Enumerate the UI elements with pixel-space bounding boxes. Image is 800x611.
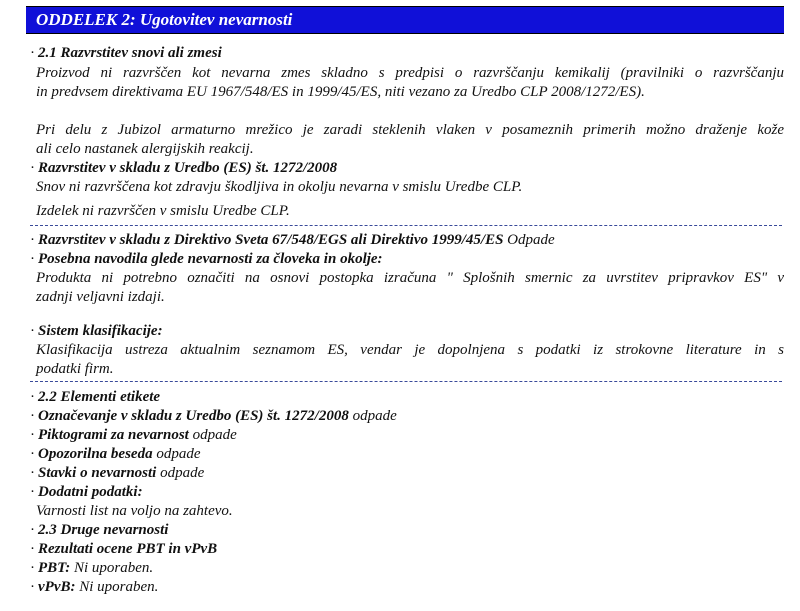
system-heading: · Sistem klasifikacije: (30, 323, 163, 339)
s21-heading: · 2.1 Razvrstitev snovi ali zmesi (30, 45, 222, 61)
special-heading: · Posebna navodila glede nevarnosti za človeka in okolje: (30, 251, 383, 267)
pbt-row: · PBT: Ni uporaben. (30, 560, 154, 576)
hazard-statements-value: odpade (160, 465, 205, 481)
signal-word-row: · Opozorilna beseda odpade (30, 446, 201, 462)
section-title: ODDELEK 2: Ugotovitev nevarnosti (36, 10, 293, 29)
hazard-statements-label: Stavki o nevarnosti (38, 465, 157, 481)
dir-value: Odpade (507, 232, 555, 248)
pbt-label: Rezultati ocene PBT in vPvB (38, 541, 218, 557)
label-clp-value: odpade (352, 408, 397, 424)
s21-text2-line1: Pri delu z Jubizol armaturno mrežico je zaradi steklenih vlaken v posameznih primerih možno draženje kože (36, 122, 784, 138)
signal-word-label: Opozorilna beseda (38, 446, 153, 462)
vpvb-sub-label: vPvB: (38, 579, 76, 595)
clp-text2: Izdelek ni razvrščen v smislu Uredbe CLP. (36, 203, 290, 219)
pictogram-value: odpade (192, 427, 237, 443)
pictogram-row: · Piktogrami za nevarnost odpade (30, 427, 237, 443)
clp-label: Razvrstitev v skladu z Uredbo (ES) št. 1272/2008 (38, 160, 338, 176)
extra-info-heading: · Dodatni podatki: (30, 484, 143, 500)
section-header (26, 6, 784, 34)
label-clp-row: · Označevanje v skladu z Uredbo (ES) št. 1272/2008 odpade (30, 408, 397, 424)
signal-word-value: odpade (156, 446, 201, 462)
pbt-sub-label: PBT: (38, 560, 71, 576)
s21-text1-line1: Proizvod ni razvrščen kot nevarna zmes skladno s predpisi o razvrščanju kemikalij (pravilniki o razvrščanju (36, 65, 784, 81)
special-text-line1: Produkta ni potrebno označiti na osnovi postopka izračuna " Splošnih smernic za uvrstitev pripravkov ES" v (36, 270, 784, 286)
special-text-line2: zadnji veljavni izdaji. (36, 289, 165, 305)
system-label: Sistem klasifikacije: (38, 323, 163, 339)
vpvb-row: · vPvB: Ni uporaben. (30, 579, 159, 595)
s23-label: 2.3 Druge nevarnosti (38, 522, 169, 538)
label-clp-label: Označevanje v skladu z Uredbo (ES) št. 1272/2008 (38, 408, 349, 424)
dir-heading: · Razvrstitev v skladu z Direktivo Sveta 67/548/EGS ali Direktivo 1999/45/ES Odpade (30, 232, 555, 248)
pbt-sub-value: Ni uporaben. (73, 560, 154, 576)
extra-info-text: Varnosti list na voljo na zahtevo. (36, 503, 233, 519)
s21-label: 2.1 Razvrstitev snovi ali zmesi (38, 45, 222, 61)
separator (30, 225, 782, 226)
extra-info-label: Dodatni podatki: (38, 484, 143, 500)
system-text-line2: podatki firm. (36, 361, 114, 377)
s23-heading: · 2.3 Druge nevarnosti (30, 522, 169, 538)
pictogram-label: Piktogrami za nevarnost (38, 427, 189, 443)
vpvb-sub-value: Ni uporaben. (79, 579, 159, 595)
separator (30, 381, 782, 382)
pbt-heading: · Rezultati ocene PBT in vPvB (30, 541, 218, 557)
s22-label: 2.2 Elementi etikete (38, 389, 161, 405)
dir-label: Razvrstitev v skladu z Direktivo Sveta 67/548/EGS ali Direktivo 1999/45/ES (38, 232, 504, 248)
clp-text1: Snov ni razvrščena kot zdravju škodljiva in okolju nevarna v smislu Uredbe CLP. (36, 179, 523, 195)
s22-heading: · 2.2 Elementi etikete (30, 389, 161, 405)
clp-heading: · Razvrstitev v skladu z Uredbo (ES) št. 1272/2008 (30, 160, 338, 176)
system-text-line1: Klasifikacija ustreza aktualnim seznamom ES, vendar je dopolnjena s podatki iz strokovne literature in s (36, 342, 784, 358)
s21-text1-line2: in predvsem direktivama EU 1967/548/ES in 1999/45/ES, niti vezano za Uredbo CLP 2008/1272/ES). (36, 84, 645, 100)
special-label: Posebna navodila glede nevarnosti za človeka in okolje: (38, 251, 383, 267)
hazard-statements-row: · Stavki o nevarnosti odpade (30, 465, 205, 481)
s21-text2-line2: ali celo nastanek alergijskih reakcij. (36, 141, 254, 157)
